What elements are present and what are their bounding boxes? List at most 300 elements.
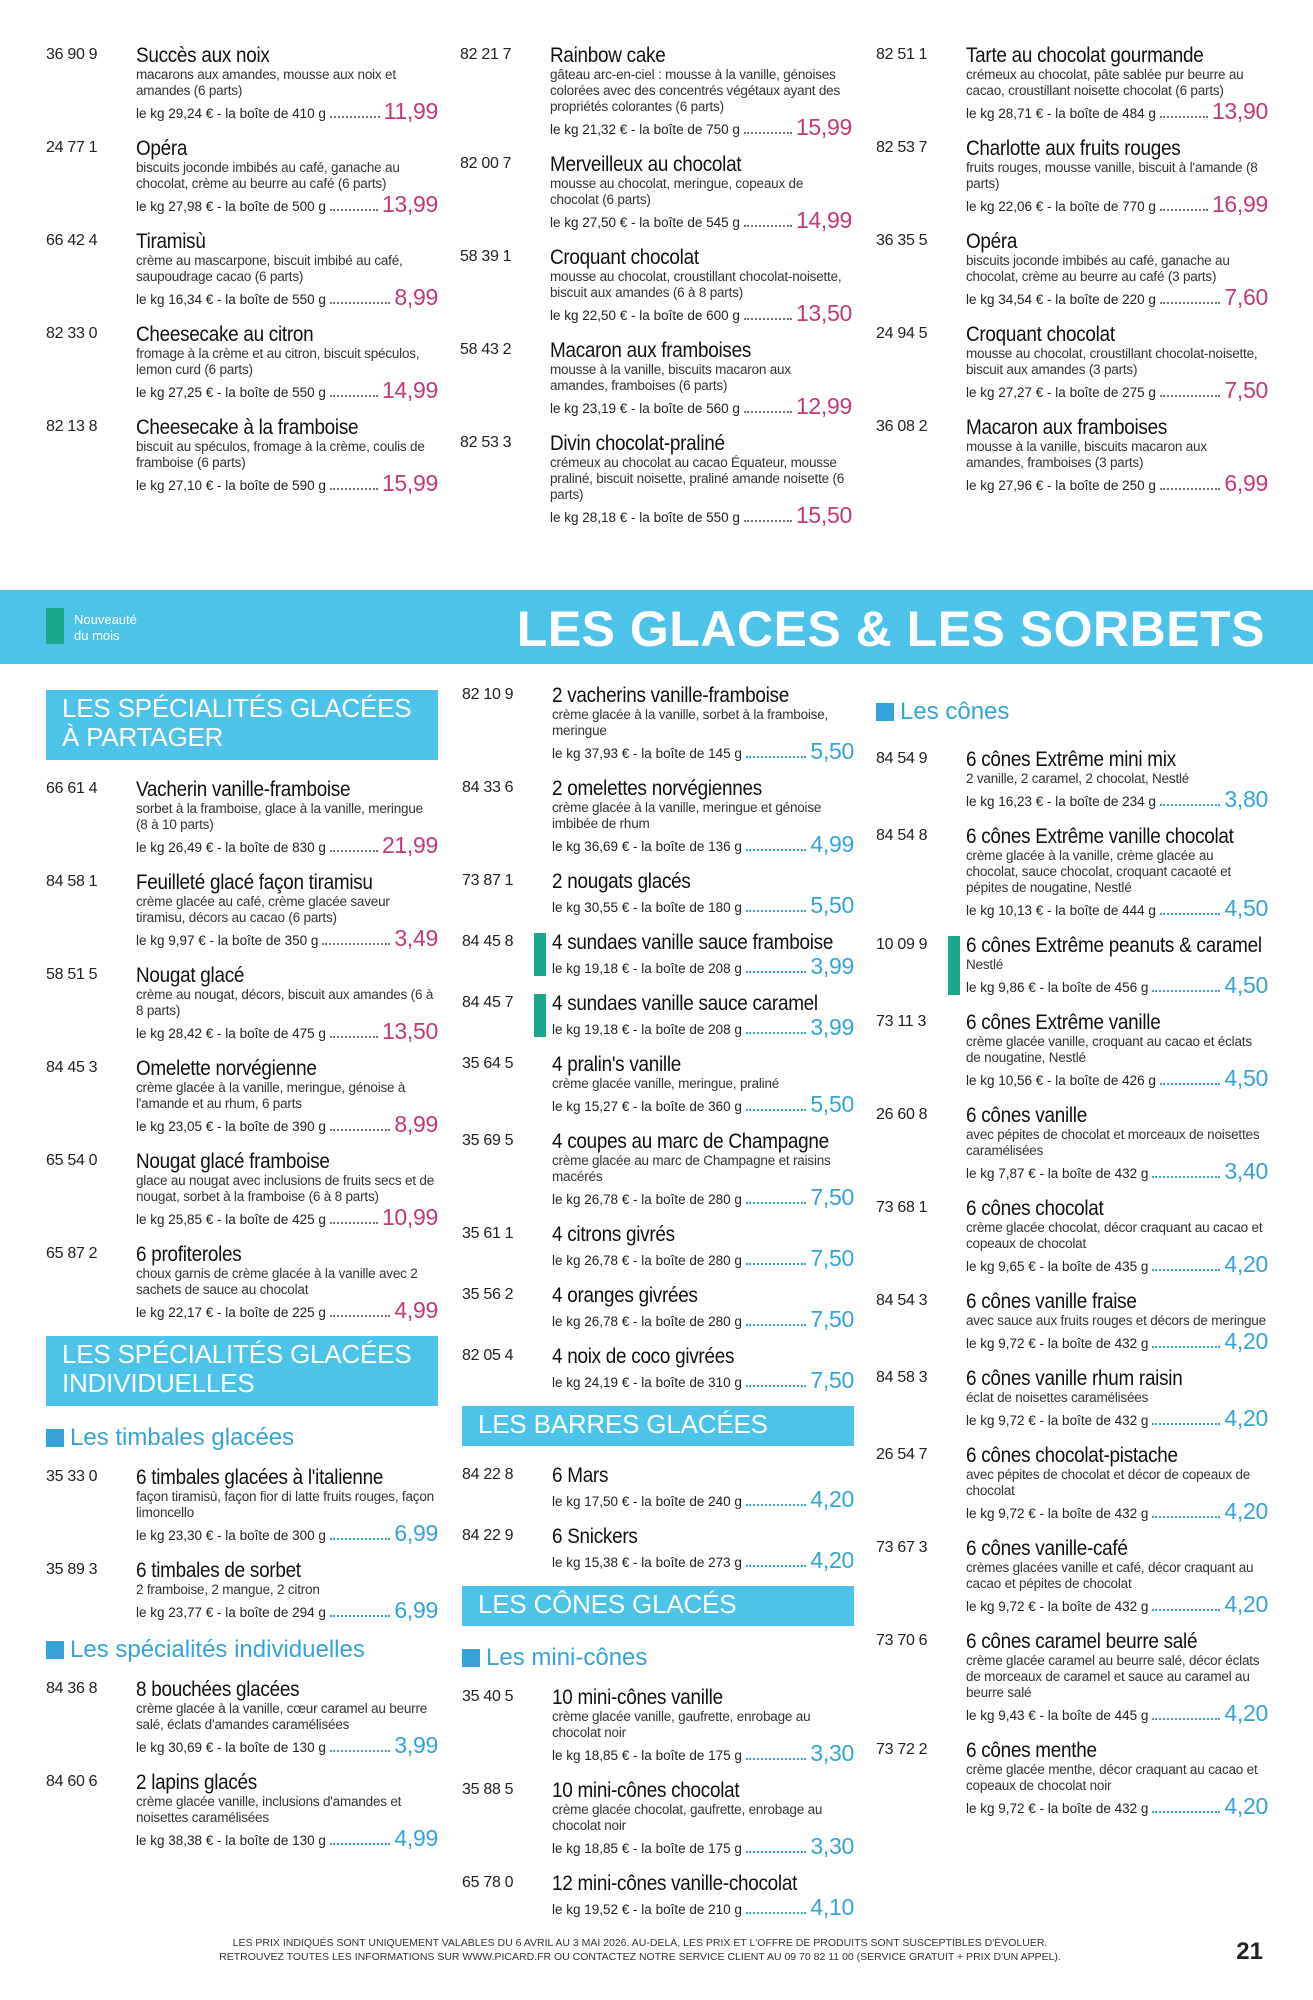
- price-line: [136, 285, 438, 309]
- product-code: 84 33 6: [462, 779, 514, 796]
- price-per-kg: le kg 34,54 € - la boîte de 220 g: [966, 292, 1156, 307]
- product-code: 73 87 1: [462, 872, 514, 889]
- product-name: 6 cônes Extrême vanille: [966, 1011, 1161, 1034]
- price-line: [136, 1826, 438, 1850]
- dotted-leader: [746, 1032, 807, 1034]
- price-line: [966, 1066, 1268, 1090]
- product-item: [876, 44, 1268, 123]
- product-code: 84 54 3: [876, 1292, 928, 1309]
- price-line: [966, 1499, 1268, 1523]
- list-bars: [462, 1464, 854, 1572]
- product-price: 3,99: [810, 1014, 854, 1040]
- dotted-leader: [1152, 1269, 1220, 1271]
- product-code: 66 42 4: [46, 232, 98, 249]
- product-price: 7,50: [810, 1306, 854, 1332]
- price-line: [550, 208, 852, 232]
- price-per-kg: le kg 27,50 € - la boîte de 545 g: [550, 215, 740, 230]
- product-code: 82 21 7: [460, 46, 512, 63]
- product-price: 4,20: [1224, 1498, 1268, 1524]
- product-price: 21,99: [381, 832, 438, 858]
- product-item: [462, 1053, 854, 1116]
- product-item: [462, 777, 854, 856]
- section-banner: [0, 590, 1313, 664]
- product-name: Macaron aux framboises: [966, 416, 1168, 439]
- subsection-label: Les mini-cônes: [486, 1644, 648, 1671]
- product-name: Succès aux noix: [136, 44, 270, 67]
- product-code: 24 94 5: [876, 325, 928, 342]
- product-price: 13,50: [381, 1018, 438, 1044]
- price-line: [136, 926, 438, 950]
- price-line: [136, 378, 438, 402]
- dotted-leader: [1160, 488, 1221, 490]
- price-per-kg: le kg 26,78 € - la boîte de 280 g: [552, 1253, 742, 1268]
- section-header-share: LES SPÉCIALITÉS GLACÉES À PARTAGER: [46, 690, 438, 760]
- price-line: [552, 832, 854, 856]
- dotted-leader: [330, 850, 378, 852]
- product-name: 6 cônes chocolat-pistache: [966, 1444, 1178, 1467]
- product-description: 2 vanille, 2 caramel, 2 chocolat, Nestlé: [966, 771, 1190, 786]
- product-name: 4 oranges givrées: [552, 1284, 698, 1307]
- product-price: 4,50: [1224, 1065, 1268, 1091]
- list-individual-desserts: [462, 684, 854, 1392]
- price-line: [966, 973, 1268, 997]
- price-per-kg: le kg 18,85 € - la boîte de 175 g: [552, 1841, 742, 1856]
- dotted-leader: [746, 1565, 807, 1567]
- product-description: biscuit au spéculos, fromage à la crème, coulis de framboise (6 parts): [136, 439, 425, 470]
- price-per-kg: le kg 9,72 € - la boîte de 432 g: [966, 1599, 1149, 1614]
- product-code: 84 54 9: [876, 750, 928, 767]
- price-per-kg: le kg 27,25 € - la boîte de 550 g: [136, 385, 326, 400]
- product-price: 16,99: [1211, 191, 1268, 217]
- product-name: Nougat glacé framboise: [136, 1150, 330, 1173]
- list-cones: [876, 748, 1268, 1818]
- price-line: [552, 1015, 854, 1039]
- price-line: [550, 503, 852, 527]
- new-product-marker: [948, 936, 960, 995]
- product-name: Macaron aux framboises: [550, 339, 752, 362]
- dotted-leader: [330, 1036, 378, 1038]
- product-code: 36 08 2: [876, 418, 928, 435]
- product-price: 4,20: [1224, 1328, 1268, 1354]
- price-per-kg: le kg 9,65 € - la boîte de 435 g: [966, 1259, 1149, 1274]
- dotted-leader: [330, 302, 391, 304]
- price-line: [136, 192, 438, 216]
- price-per-kg: le kg 28,42 € - la boîte de 475 g: [136, 1026, 326, 1041]
- product-item: [876, 1197, 1268, 1276]
- product-price: 3,99: [394, 1732, 438, 1758]
- price-per-kg: le kg 9,72 € - la boîte de 432 g: [966, 1506, 1149, 1521]
- product-code: 35 69 5: [462, 1132, 514, 1149]
- dotted-leader: [1152, 1423, 1220, 1425]
- product-description: crème glacée au marc de Champagne et raisins macérés: [552, 1153, 831, 1184]
- product-code: 84 58 1: [46, 873, 98, 890]
- product-description: mousse au chocolat, croustillant chocolat-noisette, biscuit aux amandes (6 à 8 parts): [550, 269, 842, 300]
- product-item: [46, 230, 438, 309]
- product-price: 7,50: [810, 1245, 854, 1271]
- dotted-leader: [330, 1222, 378, 1224]
- product-item: [876, 416, 1268, 495]
- product-description: avec pépites de chocolat et morceaux de noisettes caramélisées: [966, 1127, 1260, 1158]
- dotted-leader: [746, 1109, 807, 1111]
- product-name: 6 Mars: [552, 1464, 609, 1487]
- price-line: [552, 954, 854, 978]
- product-price: 4,20: [1224, 1700, 1268, 1726]
- product-price: 4,10: [810, 1894, 854, 1920]
- price-line: [552, 1185, 854, 1209]
- product-item: [46, 1678, 438, 1757]
- product-price: 13,90: [1211, 98, 1268, 124]
- dotted-leader: [330, 1538, 391, 1540]
- product-item: [460, 44, 852, 139]
- product-item: [462, 1686, 854, 1765]
- price-per-kg: le kg 37,93 € - la boîte de 145 g: [552, 746, 742, 761]
- product-item: [876, 1739, 1268, 1818]
- product-price: 6,99: [394, 1597, 438, 1623]
- dotted-leader: [1152, 1718, 1220, 1720]
- product-description: sorbet à la framboise, glace à la vanille, meringue (8 à 10 parts): [136, 801, 423, 832]
- product-code: 35 89 3: [46, 1561, 98, 1578]
- product-item: [46, 871, 438, 950]
- footer-legal: [140, 1936, 1140, 1964]
- dotted-leader: [330, 209, 378, 211]
- price-per-kg: le kg 27,96 € - la boîte de 250 g: [966, 478, 1156, 493]
- price-line: [136, 1019, 438, 1043]
- price-per-kg: le kg 38,38 € - la boîte de 130 g: [136, 1833, 326, 1848]
- product-price: 4,50: [1224, 972, 1268, 998]
- price-line: [966, 1252, 1268, 1276]
- product-item: [876, 1290, 1268, 1353]
- subsection-individual: [46, 1636, 438, 1664]
- subsection-mini-cones: [462, 1644, 854, 1672]
- dotted-leader: [1152, 990, 1220, 992]
- price-line: [552, 1246, 854, 1270]
- dotted-leader: [746, 1504, 807, 1506]
- product-code: 65 54 0: [46, 1152, 98, 1169]
- price-per-kg: le kg 24,19 € - la boîte de 310 g: [552, 1375, 742, 1390]
- subsection-label: Les cônes: [900, 698, 1010, 725]
- product-name: 2 omelettes norvégiennes: [552, 777, 762, 800]
- product-price: 4,99: [394, 1297, 438, 1323]
- section-header-bars: LES BARRES GLACÉES: [462, 1406, 854, 1446]
- subsection-label: Les timbales glacées: [70, 1424, 295, 1451]
- product-item: [460, 432, 852, 527]
- product-code: 24 77 1: [46, 139, 98, 156]
- bottom-col-1: [46, 690, 438, 1864]
- product-item: [876, 1104, 1268, 1183]
- price-line: [966, 285, 1268, 309]
- product-item: [462, 1345, 854, 1392]
- product-price: 13,99: [381, 191, 438, 217]
- price-line: [966, 99, 1268, 123]
- dotted-leader: [330, 488, 378, 490]
- product-description: Nestlé: [966, 957, 1004, 972]
- price-per-kg: le kg 27,27 € - la boîte de 275 g: [966, 385, 1156, 400]
- product-description: avec pépites de chocolat et décor de copeaux de chocolat: [966, 1467, 1251, 1498]
- product-item: [46, 1243, 438, 1322]
- product-description: mousse au chocolat, meringue, copeaux de chocolat (6 parts): [550, 176, 804, 207]
- product-code: 84 22 9: [462, 1527, 514, 1544]
- price-per-kg: le kg 17,50 € - la boîte de 240 g: [552, 1494, 742, 1509]
- product-description: crème glacée vanille, meringue, praliné: [552, 1076, 780, 1091]
- product-name: 6 cônes chocolat: [966, 1197, 1104, 1220]
- price-per-kg: le kg 16,23 € - la boîte de 234 g: [966, 794, 1156, 809]
- dotted-leader: [1152, 1516, 1220, 1518]
- product-price: 6,99: [1224, 470, 1268, 496]
- product-item: [462, 1525, 854, 1572]
- product-name: Charlotte aux fruits rouges: [966, 137, 1181, 160]
- product-name: 6 cônes vanille-café: [966, 1537, 1128, 1560]
- price-line: [552, 1895, 854, 1919]
- product-description: crème glacée à la vanille, crème glacée au chocolat, sauce chocolat, croquant cacaoté et pépites de nougatine, Nestlé: [966, 848, 1231, 895]
- price-per-kg: le kg 23,30 € - la boîte de 300 g: [136, 1528, 326, 1543]
- price-line: [550, 115, 852, 139]
- product-description: 2 framboise, 2 mangue, 2 citron: [136, 1582, 320, 1597]
- product-description: crème glacée vanille, croquant au cacao et éclats de nougatine, Nestlé: [966, 1034, 1252, 1065]
- price-line: [966, 896, 1268, 920]
- product-code: 65 78 0: [462, 1874, 514, 1891]
- product-code: 58 51 5: [46, 966, 98, 983]
- product-name: 6 cônes vanille: [966, 1104, 1087, 1127]
- price-per-kg: le kg 23,05 € - la boîte de 390 g: [136, 1119, 326, 1134]
- product-code: 58 43 2: [460, 341, 512, 358]
- price-line: [136, 1733, 438, 1757]
- product-name: Tarte au chocolat gourmande: [966, 44, 1204, 67]
- product-name: 6 cônes Extrême vanille chocolat: [966, 825, 1234, 848]
- product-description: choux garnis de crème glacée à la vanille avec 2 sachets de sauce au chocolat: [136, 1266, 418, 1297]
- product-price: 15,50: [795, 502, 852, 528]
- product-name: Nougat glacé: [136, 964, 245, 987]
- product-item: [46, 1466, 438, 1545]
- product-price: 4,20: [1224, 1793, 1268, 1819]
- price-per-kg: le kg 23,77 € - la boîte de 294 g: [136, 1605, 326, 1620]
- product-code: 73 70 6: [876, 1632, 928, 1649]
- dotted-leader: [746, 910, 807, 912]
- product-item: [462, 1130, 854, 1209]
- product-name: 4 sundaes vanille sauce framboise: [552, 931, 834, 954]
- product-code: 26 54 7: [876, 1446, 928, 1463]
- product-item: [876, 1367, 1268, 1430]
- product-description: avec sauce aux fruits rouges et décors de meringue: [966, 1313, 1266, 1328]
- product-name: Rainbow cake: [550, 44, 666, 67]
- product-code: 73 68 1: [876, 1199, 928, 1216]
- dotted-leader: [744, 520, 792, 522]
- product-name: Feuilleté glacé façon tiramisu: [136, 871, 373, 894]
- product-description: mousse au chocolat, croustillant chocolat-noisette, biscuit aux amandes (3 parts): [966, 346, 1258, 377]
- product-code: 65 87 2: [46, 1245, 98, 1262]
- product-code: 82 33 0: [46, 325, 98, 342]
- product-price: 11,99: [383, 98, 438, 124]
- new-legend-swatch: [46, 608, 64, 644]
- price-per-kg: le kg 27,98 € - la boîte de 500 g: [136, 199, 326, 214]
- dotted-leader: [746, 756, 807, 758]
- square-bullet-icon: [46, 1429, 64, 1447]
- product-item: [46, 416, 438, 495]
- product-price: 3,99: [810, 953, 854, 979]
- product-name: 6 Snickers: [552, 1525, 638, 1548]
- dotted-leader: [330, 1750, 391, 1752]
- dotted-leader: [1160, 913, 1221, 915]
- list-individual: [46, 1678, 438, 1850]
- product-code: 73 11 3: [876, 1013, 927, 1030]
- product-price: 13,50: [795, 300, 852, 326]
- dotted-leader: [330, 116, 380, 118]
- product-code: 84 36 8: [46, 1680, 98, 1697]
- product-price: 15,99: [381, 470, 438, 496]
- top-col-1: [46, 44, 438, 509]
- product-description: crémeux au chocolat au cacao Équateur, mousse praliné, biscuit noisette, praliné amande noisette (6 parts): [550, 455, 845, 502]
- price-line: [136, 99, 438, 123]
- dotted-leader: [1152, 1609, 1220, 1611]
- product-code: 84 45 8: [462, 933, 514, 950]
- price-line: [966, 1329, 1268, 1353]
- product-price: 14,99: [381, 377, 438, 403]
- product-name: 10 mini-cônes vanille: [552, 1686, 723, 1709]
- product-item: [462, 931, 854, 978]
- price-line: [966, 471, 1268, 495]
- dotted-leader: [746, 849, 807, 851]
- price-per-kg: le kg 10,56 € - la boîte de 426 g: [966, 1073, 1156, 1088]
- product-description: crème glacée vanille, inclusions d'amandes et noisettes caramélisées: [136, 1794, 402, 1825]
- price-per-kg: le kg 9,97 € - la boîte de 350 g: [136, 933, 319, 948]
- product-item: [876, 1444, 1268, 1523]
- price-per-kg: le kg 22,17 € - la boîte de 225 g: [136, 1305, 326, 1320]
- price-per-kg: le kg 19,52 € - la boîte de 210 g: [552, 1902, 742, 1917]
- product-item: [460, 246, 852, 325]
- page-number: 21: [1236, 1938, 1263, 1965]
- product-price: 4,20: [1224, 1405, 1268, 1431]
- product-price: 8,99: [394, 284, 438, 310]
- product-code: 84 60 6: [46, 1773, 98, 1790]
- product-item: [876, 748, 1268, 811]
- product-description: crème glacée menthe, décor craquant au cacao et copeaux de chocolat noir: [966, 1762, 1258, 1793]
- price-line: [136, 1521, 438, 1545]
- dotted-leader: [744, 318, 792, 320]
- product-name: 6 timbales glacées à l'italienne: [136, 1466, 384, 1489]
- price-line: [966, 192, 1268, 216]
- product-item: [462, 1284, 854, 1331]
- price-line: [552, 1834, 854, 1858]
- dotted-leader: [1152, 1346, 1220, 1348]
- product-description: crème glacée à la vanille, cœur caramel au beurre salé, éclats d'amandes caramélisées: [136, 1701, 428, 1732]
- product-price: 3,30: [810, 1740, 854, 1766]
- product-price: 5,50: [810, 738, 854, 764]
- price-per-kg: le kg 9,72 € - la boîte de 432 g: [966, 1336, 1149, 1351]
- product-item: [462, 870, 854, 917]
- price-per-kg: le kg 9,86 € - la boîte de 456 g: [966, 980, 1149, 995]
- product-name: 4 coupes au marc de Champagne: [552, 1130, 829, 1153]
- dotted-leader: [746, 1385, 807, 1387]
- product-price: 4,20: [810, 1547, 854, 1573]
- product-description: crème glacée chocolat, décor craquant au cacao et copeaux de chocolat: [966, 1220, 1263, 1251]
- product-item: [876, 230, 1268, 309]
- price-line: [550, 301, 852, 325]
- product-code: 35 56 2: [462, 1286, 514, 1303]
- dotted-leader: [322, 943, 390, 945]
- product-name: 6 cônes Extrême mini mix: [966, 748, 1176, 771]
- product-item: [876, 825, 1268, 920]
- product-code: 26 60 8: [876, 1106, 928, 1123]
- product-code: 84 22 8: [462, 1466, 514, 1483]
- price-line: [966, 1701, 1268, 1725]
- price-line: [966, 1159, 1268, 1183]
- square-bullet-icon: [876, 703, 894, 721]
- price-per-kg: le kg 9,72 € - la boîte de 432 g: [966, 1801, 1149, 1816]
- product-item: [876, 1011, 1268, 1090]
- product-name: Opéra: [966, 230, 1018, 253]
- product-code: 84 58 3: [876, 1369, 928, 1386]
- subsection-timbales: [46, 1424, 438, 1452]
- price-line: [552, 739, 854, 763]
- subsection-cones: [876, 698, 1268, 726]
- price-per-kg: le kg 9,72 € - la boîte de 432 g: [966, 1413, 1149, 1428]
- list-timbales: [46, 1466, 438, 1622]
- price-per-kg: le kg 21,32 € - la boîte de 750 g: [550, 122, 740, 137]
- product-code: 73 67 3: [876, 1539, 928, 1556]
- price-line: [966, 1592, 1268, 1616]
- product-description: biscuits joconde imbibés au café, ganache au chocolat, crème au beurre au café (6 parts): [136, 160, 400, 191]
- footer-line-2: RETROUVEZ TOUTES LES INFORMATIONS SUR WWW.PICARD.FR OU CONTACTEZ NOTRE SERVICE CLIENT AU 09 70 82 11 00 (SERVICE GRATUIT + PRIX D'UN APPEL).: [219, 1951, 1061, 1963]
- product-item: [46, 1559, 438, 1622]
- product-description: façon tiramisù, façon fior di latte fruits rouges, façon limoncello: [136, 1489, 434, 1520]
- list-mini-cones: [462, 1686, 854, 1919]
- product-description: éclat de noisettes caramélisées: [966, 1390, 1149, 1405]
- product-name: 4 citrons givrés: [552, 1223, 675, 1246]
- dotted-leader: [744, 225, 792, 227]
- dotted-leader: [330, 1843, 391, 1845]
- product-item: [462, 684, 854, 763]
- price-line: [552, 1368, 854, 1392]
- product-price: 5,50: [810, 1091, 854, 1117]
- price-line: [552, 1487, 854, 1511]
- product-name: Croquant chocolat: [966, 323, 1115, 346]
- product-name: 2 nougats glacés: [552, 870, 691, 893]
- product-description: crème glacée chocolat, gaufrette, enrobage au chocolat noir: [552, 1802, 823, 1833]
- product-item: [460, 153, 852, 232]
- product-description: macarons aux amandes, mousse aux noix et amandes (6 parts): [136, 67, 396, 98]
- price-per-kg: le kg 15,27 € - la boîte de 360 g: [552, 1099, 742, 1114]
- product-description: crème glacée caramel au beurre salé, décor éclats de morceaux de caramel et sauce au caramel au beurre salé: [966, 1653, 1260, 1700]
- dotted-leader: [746, 1758, 807, 1760]
- new-product-marker: [534, 933, 546, 976]
- product-description: crèmes glacées vanille et café, décor craquant au cacao et pépites de chocolat: [966, 1560, 1254, 1591]
- subsection-label: Les spécialités individuelles: [70, 1636, 365, 1663]
- product-name: 6 cônes vanille fraise: [966, 1290, 1137, 1313]
- price-per-kg: le kg 26,78 € - la boîte de 280 g: [552, 1314, 742, 1329]
- dotted-leader: [1160, 804, 1221, 806]
- price-line: [136, 833, 438, 857]
- dotted-leader: [746, 971, 807, 973]
- product-code: 82 53 3: [460, 434, 512, 451]
- price-per-kg: le kg 27,10 € - la boîte de 590 g: [136, 478, 326, 493]
- product-description: crème au nougat, décors, biscuit aux amandes (6 à 8 parts): [136, 987, 434, 1018]
- dotted-leader: [746, 1851, 807, 1853]
- product-price: 10,99: [381, 1204, 438, 1230]
- product-price: 7,50: [810, 1367, 854, 1393]
- product-price: 3,80: [1224, 786, 1268, 812]
- top-col-3: [876, 44, 1268, 509]
- product-name: 6 timbales de sorbet: [136, 1559, 301, 1582]
- product-description: crème glacée à la vanille, meringue, génoise à l'amande et au rhum, 6 parts: [136, 1080, 406, 1111]
- price-per-kg: le kg 7,87 € - la boîte de 432 g: [966, 1166, 1149, 1181]
- product-name: Cheesecake au citron: [136, 323, 314, 346]
- product-name: 2 vacherins vanille-framboise: [552, 684, 789, 707]
- product-price: 3,30: [810, 1833, 854, 1859]
- dotted-leader: [1160, 395, 1221, 397]
- dotted-leader: [330, 1615, 391, 1617]
- dotted-leader: [744, 411, 792, 413]
- product-price: 5,50: [810, 892, 854, 918]
- price-per-kg: le kg 29,24 € - la boîte de 410 g: [136, 106, 326, 121]
